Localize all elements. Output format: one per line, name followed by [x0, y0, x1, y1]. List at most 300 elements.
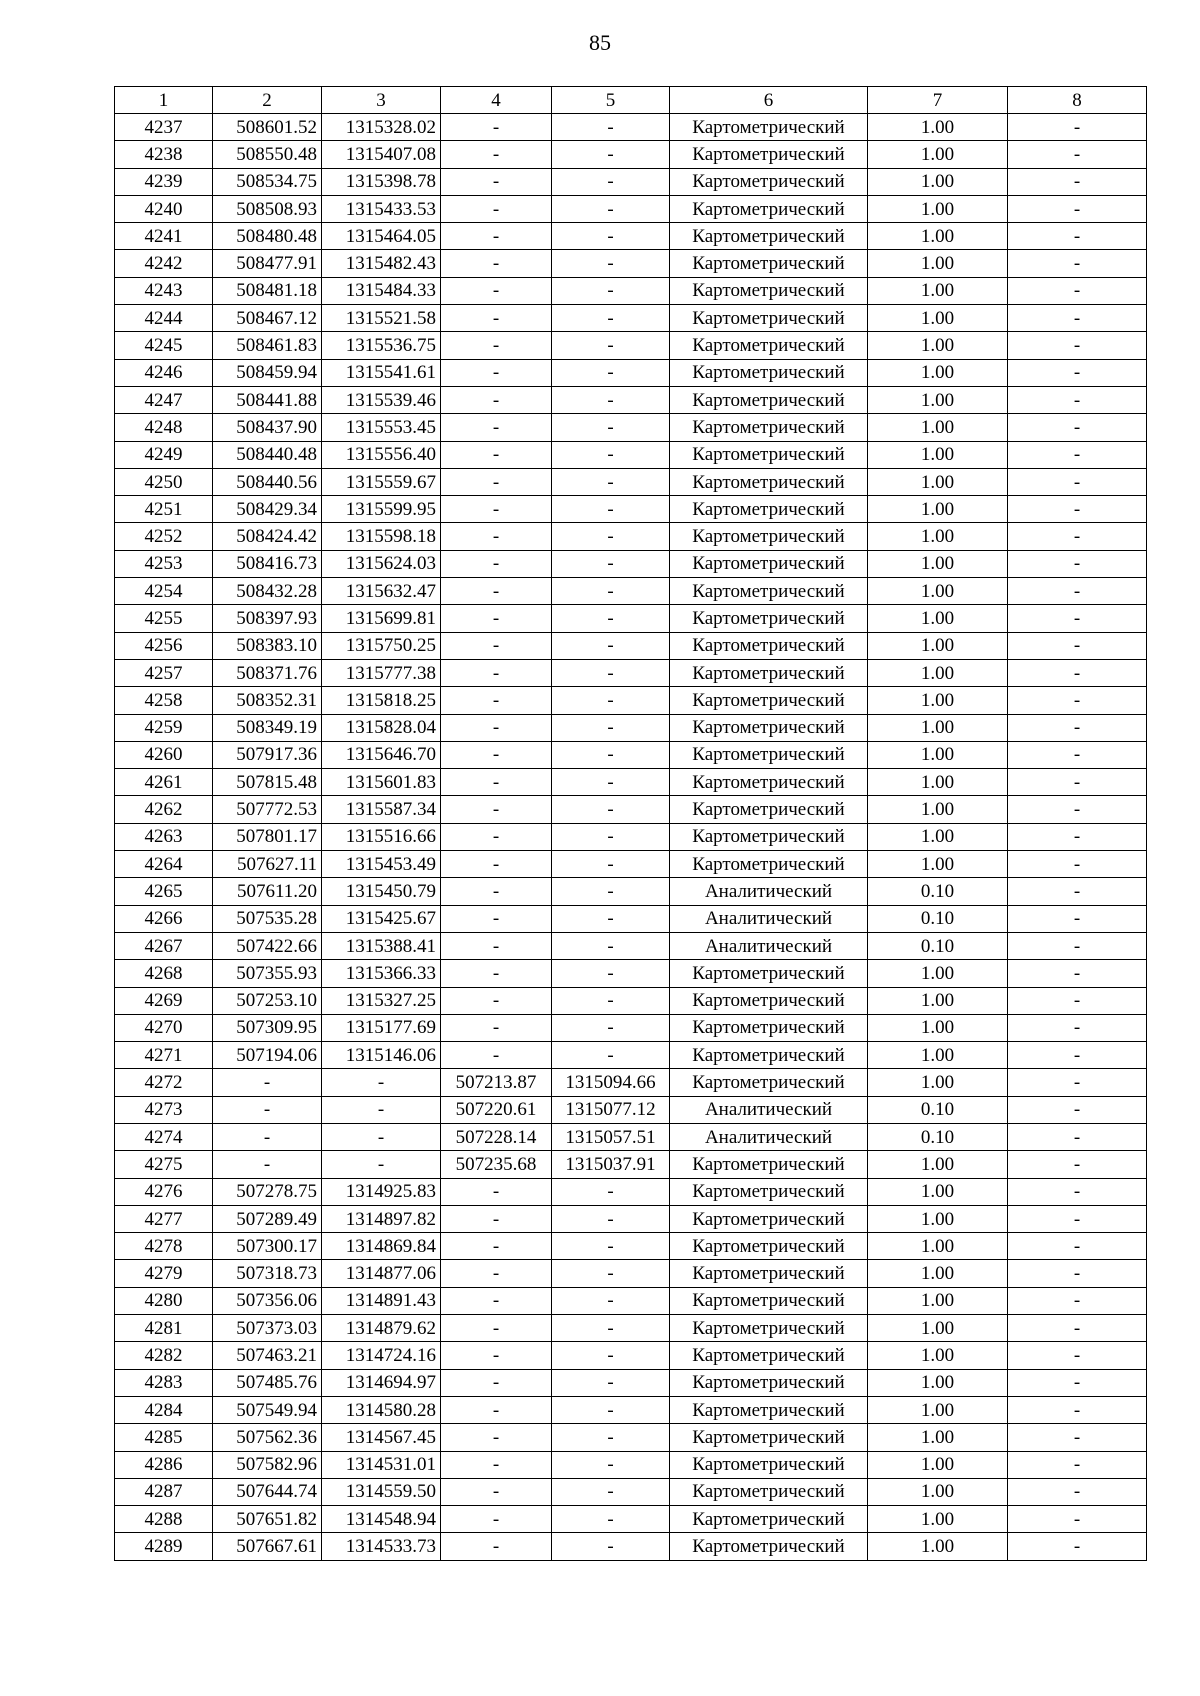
- cell-x-coordinate: 508437.90: [213, 414, 322, 441]
- cell-y-coordinate-new: -: [552, 250, 670, 277]
- cell-y-coordinate-new: -: [552, 741, 670, 768]
- cell-description: -: [1008, 823, 1147, 850]
- cell-x-coordinate-new: -: [441, 496, 552, 523]
- cell-accuracy: 1.00: [868, 1014, 1008, 1041]
- cell-y-coordinate: 1315556.40: [322, 441, 441, 468]
- cell-accuracy: 1.00: [868, 223, 1008, 250]
- cell-method: Картометрический: [670, 1315, 868, 1342]
- page-number: 85: [589, 30, 611, 55]
- cell-y-coordinate-new: -: [552, 878, 670, 905]
- cell-x-coordinate-new: -: [441, 851, 552, 878]
- cell-accuracy: 1.00: [868, 823, 1008, 850]
- cell-accuracy: 1.00: [868, 1069, 1008, 1096]
- cell-x-coordinate: -: [213, 1069, 322, 1096]
- cell-method: Картометрический: [670, 1233, 868, 1260]
- cell-x-coordinate: 508467.12: [213, 305, 322, 332]
- cell-x-coordinate: 507801.17: [213, 823, 322, 850]
- cell-y-coordinate-new: -: [552, 523, 670, 550]
- table-row: [115, 578, 1147, 605]
- cell-point-number: 4259: [115, 714, 213, 741]
- cell-description: -: [1008, 523, 1147, 550]
- cell-method: Аналитический: [670, 878, 868, 905]
- cell-y-coordinate-new: 1315037.91: [552, 1151, 670, 1178]
- table-row: [115, 1042, 1147, 1069]
- table-row: [115, 468, 1147, 495]
- cell-y-coordinate: -: [322, 1069, 441, 1096]
- cell-x-coordinate-new: -: [441, 1205, 552, 1232]
- cell-point-number: 4261: [115, 769, 213, 796]
- cell-method: Картометрический: [670, 1478, 868, 1505]
- cell-accuracy: 1.00: [868, 987, 1008, 1014]
- cell-y-coordinate-new: -: [552, 1260, 670, 1287]
- cell-y-coordinate-new: 1315094.66: [552, 1069, 670, 1096]
- cell-x-coordinate: -: [213, 1123, 322, 1150]
- cell-accuracy: 1.00: [868, 578, 1008, 605]
- cell-method: Картометрический: [670, 1151, 868, 1178]
- table-row: [115, 1069, 1147, 1096]
- cell-description: -: [1008, 851, 1147, 878]
- cell-y-coordinate-new: -: [552, 823, 670, 850]
- cell-y-coordinate-new: -: [552, 1342, 670, 1369]
- cell-x-coordinate-new: -: [441, 905, 552, 932]
- cell-x-coordinate-new: 507228.14: [441, 1123, 552, 1150]
- cell-point-number: 4255: [115, 605, 213, 632]
- coordinates-table: [114, 86, 1147, 1561]
- cell-description: -: [1008, 496, 1147, 523]
- cell-accuracy: 1.00: [868, 277, 1008, 304]
- cell-x-coordinate: 508397.93: [213, 605, 322, 632]
- cell-point-number: 4251: [115, 496, 213, 523]
- cell-x-coordinate: 508550.48: [213, 141, 322, 168]
- cell-method: Картометрический: [670, 1533, 868, 1560]
- cell-point-number: 4243: [115, 277, 213, 304]
- table-row: [115, 632, 1147, 659]
- cell-point-number: 4266: [115, 905, 213, 932]
- column-header-1: 1: [115, 87, 213, 114]
- cell-y-coordinate-new: -: [552, 905, 670, 932]
- cell-point-number: 4238: [115, 141, 213, 168]
- cell-x-coordinate: 507309.95: [213, 1014, 322, 1041]
- cell-y-coordinate: 1314567.45: [322, 1424, 441, 1451]
- cell-x-coordinate-new: -: [441, 1178, 552, 1205]
- cell-y-coordinate: 1315818.25: [322, 687, 441, 714]
- cell-accuracy: 1.00: [868, 960, 1008, 987]
- cell-accuracy: 1.00: [868, 1287, 1008, 1314]
- cell-y-coordinate: 1315484.33: [322, 277, 441, 304]
- cell-x-coordinate-new: -: [441, 1424, 552, 1451]
- cell-x-coordinate: 507644.74: [213, 1478, 322, 1505]
- cell-y-coordinate-new: -: [552, 1315, 670, 1342]
- cell-x-coordinate: 507535.28: [213, 905, 322, 932]
- cell-point-number: 4254: [115, 578, 213, 605]
- cell-y-coordinate-new: -: [552, 1042, 670, 1069]
- cell-x-coordinate: 508383.10: [213, 632, 322, 659]
- cell-accuracy: 1.00: [868, 769, 1008, 796]
- cell-method: Картометрический: [670, 605, 868, 632]
- table-row: [115, 1424, 1147, 1451]
- cell-y-coordinate: 1315482.43: [322, 250, 441, 277]
- cell-method: Картометрический: [670, 250, 868, 277]
- cell-accuracy: 1.00: [868, 714, 1008, 741]
- cell-x-coordinate: 508424.42: [213, 523, 322, 550]
- cell-x-coordinate: 508440.56: [213, 468, 322, 495]
- cell-point-number: 4279: [115, 1260, 213, 1287]
- cell-point-number: 4237: [115, 114, 213, 141]
- cell-method: Картометрический: [670, 223, 868, 250]
- cell-x-coordinate: 508601.52: [213, 114, 322, 141]
- cell-y-coordinate: 1315699.81: [322, 605, 441, 632]
- cell-y-coordinate: 1315516.66: [322, 823, 441, 850]
- cell-description: -: [1008, 1069, 1147, 1096]
- cell-y-coordinate: 1315327.25: [322, 987, 441, 1014]
- cell-description: -: [1008, 441, 1147, 468]
- cell-point-number: 4239: [115, 168, 213, 195]
- cell-y-coordinate: 1315536.75: [322, 332, 441, 359]
- cell-accuracy: 1.00: [868, 195, 1008, 222]
- cell-point-number: 4276: [115, 1178, 213, 1205]
- cell-description: -: [1008, 277, 1147, 304]
- cell-method: Картометрический: [670, 1042, 868, 1069]
- cell-accuracy: 1.00: [868, 496, 1008, 523]
- cell-method: Картометрический: [670, 1178, 868, 1205]
- cell-point-number: 4241: [115, 223, 213, 250]
- cell-method: Картометрический: [670, 796, 868, 823]
- cell-x-coordinate: 507289.49: [213, 1205, 322, 1232]
- cell-method: Картометрический: [670, 468, 868, 495]
- table-row: [115, 305, 1147, 332]
- cell-x-coordinate-new: -: [441, 468, 552, 495]
- cell-y-coordinate-new: -: [552, 1287, 670, 1314]
- cell-method: Картометрический: [670, 496, 868, 523]
- cell-x-coordinate-new: -: [441, 359, 552, 386]
- cell-y-coordinate: 1314580.28: [322, 1396, 441, 1423]
- cell-method: Картометрический: [670, 851, 868, 878]
- cell-x-coordinate-new: -: [441, 305, 552, 332]
- cell-x-coordinate-new: -: [441, 523, 552, 550]
- cell-point-number: 4278: [115, 1233, 213, 1260]
- cell-y-coordinate: 1314559.50: [322, 1478, 441, 1505]
- cell-accuracy: 1.00: [868, 1451, 1008, 1478]
- table-row: [115, 550, 1147, 577]
- cell-x-coordinate: 508508.93: [213, 195, 322, 222]
- cell-description: -: [1008, 1451, 1147, 1478]
- table-row: [115, 195, 1147, 222]
- table-row: [115, 1506, 1147, 1533]
- cell-x-coordinate-new: -: [441, 932, 552, 959]
- cell-accuracy: 1.00: [868, 1315, 1008, 1342]
- cell-y-coordinate: 1315553.45: [322, 414, 441, 441]
- cell-point-number: 4265: [115, 878, 213, 905]
- cell-x-coordinate: 507463.21: [213, 1342, 322, 1369]
- cell-x-coordinate-new: -: [441, 114, 552, 141]
- cell-method: Картометрический: [670, 1014, 868, 1041]
- cell-y-coordinate: 1315450.79: [322, 878, 441, 905]
- cell-y-coordinate-new: -: [552, 1205, 670, 1232]
- cell-point-number: 4260: [115, 741, 213, 768]
- cell-x-coordinate-new: -: [441, 223, 552, 250]
- table-row: [115, 796, 1147, 823]
- cell-accuracy: 1.00: [868, 386, 1008, 413]
- cell-point-number: 4273: [115, 1096, 213, 1123]
- table-row: [115, 359, 1147, 386]
- cell-x-coordinate: 508429.34: [213, 496, 322, 523]
- cell-description: -: [1008, 878, 1147, 905]
- cell-y-coordinate-new: -: [552, 987, 670, 1014]
- cell-description: -: [1008, 905, 1147, 932]
- cell-description: -: [1008, 414, 1147, 441]
- cell-x-coordinate-new: -: [441, 414, 552, 441]
- cell-description: -: [1008, 578, 1147, 605]
- cell-y-coordinate-new: -: [552, 141, 670, 168]
- cell-y-coordinate-new: -: [552, 1178, 670, 1205]
- cell-point-number: 4253: [115, 550, 213, 577]
- cell-description: -: [1008, 550, 1147, 577]
- cell-accuracy: 1.00: [868, 1042, 1008, 1069]
- cell-accuracy: 1.00: [868, 1178, 1008, 1205]
- cell-x-coordinate: -: [213, 1096, 322, 1123]
- cell-x-coordinate-new: -: [441, 1342, 552, 1369]
- table-row: [115, 223, 1147, 250]
- cell-y-coordinate-new: -: [552, 223, 670, 250]
- cell-y-coordinate: 1314694.97: [322, 1369, 441, 1396]
- cell-x-coordinate-new: -: [441, 1506, 552, 1533]
- cell-y-coordinate: 1315146.06: [322, 1042, 441, 1069]
- cell-accuracy: 0.10: [868, 932, 1008, 959]
- table-row: [115, 605, 1147, 632]
- cell-x-coordinate-new: -: [441, 632, 552, 659]
- cell-description: -: [1008, 305, 1147, 332]
- cell-y-coordinate: 1315599.95: [322, 496, 441, 523]
- cell-y-coordinate-new: 1315057.51: [552, 1123, 670, 1150]
- cell-description: -: [1008, 114, 1147, 141]
- cell-point-number: 4240: [115, 195, 213, 222]
- table-row: [115, 1396, 1147, 1423]
- cell-x-coordinate-new: -: [441, 550, 552, 577]
- cell-x-coordinate-new: -: [441, 741, 552, 768]
- cell-x-coordinate-new: -: [441, 687, 552, 714]
- column-header-6: 6: [670, 87, 868, 114]
- table-row: [115, 168, 1147, 195]
- cell-accuracy: 1.00: [868, 659, 1008, 686]
- cell-point-number: 4274: [115, 1123, 213, 1150]
- cell-method: Картометрический: [670, 1451, 868, 1478]
- cell-point-number: 4287: [115, 1478, 213, 1505]
- cell-y-coordinate: 1315398.78: [322, 168, 441, 195]
- cell-description: -: [1008, 332, 1147, 359]
- column-header-3: 3: [322, 87, 441, 114]
- cell-point-number: 4263: [115, 823, 213, 850]
- cell-accuracy: 1.00: [868, 114, 1008, 141]
- table-row: [115, 741, 1147, 768]
- cell-point-number: 4280: [115, 1287, 213, 1314]
- cell-accuracy: 1.00: [868, 687, 1008, 714]
- cell-accuracy: 1.00: [868, 250, 1008, 277]
- cell-accuracy: 1.00: [868, 1151, 1008, 1178]
- cell-point-number: 4248: [115, 414, 213, 441]
- cell-point-number: 4288: [115, 1506, 213, 1533]
- cell-accuracy: 1.00: [868, 1260, 1008, 1287]
- cell-x-coordinate-new: -: [441, 441, 552, 468]
- cell-method: Картометрический: [670, 305, 868, 332]
- cell-description: -: [1008, 1369, 1147, 1396]
- table-row: [115, 932, 1147, 959]
- cell-y-coordinate: 1315598.18: [322, 523, 441, 550]
- cell-accuracy: 1.00: [868, 414, 1008, 441]
- cell-accuracy: 1.00: [868, 1342, 1008, 1369]
- cell-x-coordinate: 507549.94: [213, 1396, 322, 1423]
- cell-y-coordinate: 1314869.84: [322, 1233, 441, 1260]
- cell-y-coordinate: 1315539.46: [322, 386, 441, 413]
- cell-y-coordinate: 1315453.49: [322, 851, 441, 878]
- cell-accuracy: 1.00: [868, 632, 1008, 659]
- table-row: [115, 987, 1147, 1014]
- cell-accuracy: 0.10: [868, 878, 1008, 905]
- cell-point-number: 4258: [115, 687, 213, 714]
- cell-y-coordinate: -: [322, 1123, 441, 1150]
- cell-x-coordinate: 508477.91: [213, 250, 322, 277]
- cell-y-coordinate: 1315425.67: [322, 905, 441, 932]
- cell-accuracy: 1.00: [868, 332, 1008, 359]
- cell-point-number: 4247: [115, 386, 213, 413]
- cell-x-coordinate-new: -: [441, 659, 552, 686]
- cell-point-number: 4252: [115, 523, 213, 550]
- cell-description: -: [1008, 1424, 1147, 1451]
- cell-y-coordinate-new: -: [552, 932, 670, 959]
- cell-method: Картометрический: [670, 523, 868, 550]
- cell-accuracy: 1.00: [868, 1205, 1008, 1232]
- cell-method: Аналитический: [670, 932, 868, 959]
- cell-method: Картометрический: [670, 632, 868, 659]
- cell-method: Картометрический: [670, 359, 868, 386]
- cell-point-number: 4268: [115, 960, 213, 987]
- cell-y-coordinate-new: -: [552, 114, 670, 141]
- cell-accuracy: 1.00: [868, 796, 1008, 823]
- cell-y-coordinate: 1315777.38: [322, 659, 441, 686]
- cell-y-coordinate: 1315541.61: [322, 359, 441, 386]
- cell-x-coordinate: 507611.20: [213, 878, 322, 905]
- cell-point-number: 4286: [115, 1451, 213, 1478]
- cell-x-coordinate: -: [213, 1151, 322, 1178]
- cell-y-coordinate-new: -: [552, 168, 670, 195]
- table-row: [115, 1260, 1147, 1287]
- cell-y-coordinate: 1314877.06: [322, 1260, 441, 1287]
- cell-y-coordinate: 1314548.94: [322, 1506, 441, 1533]
- cell-y-coordinate-new: -: [552, 1014, 670, 1041]
- cell-accuracy: 1.00: [868, 1533, 1008, 1560]
- cell-method: Картометрический: [670, 960, 868, 987]
- cell-y-coordinate-new: -: [552, 1506, 670, 1533]
- cell-x-coordinate-new: 507213.87: [441, 1069, 552, 1096]
- cell-method: Картометрический: [670, 414, 868, 441]
- cell-y-coordinate: 1315601.83: [322, 769, 441, 796]
- table-row: [115, 250, 1147, 277]
- cell-y-coordinate: 1315433.53: [322, 195, 441, 222]
- cell-y-coordinate-new: -: [552, 550, 670, 577]
- table-row: [115, 1287, 1147, 1314]
- cell-point-number: 4246: [115, 359, 213, 386]
- cell-description: -: [1008, 1315, 1147, 1342]
- cell-description: -: [1008, 1260, 1147, 1287]
- cell-description: -: [1008, 741, 1147, 768]
- table-row: [115, 769, 1147, 796]
- table-body: [115, 114, 1147, 1561]
- cell-y-coordinate: 1314925.83: [322, 1178, 441, 1205]
- cell-y-coordinate-new: -: [552, 359, 670, 386]
- cell-description: -: [1008, 714, 1147, 741]
- cell-accuracy: 1.00: [868, 550, 1008, 577]
- cell-y-coordinate-new: -: [552, 332, 670, 359]
- cell-point-number: 4250: [115, 468, 213, 495]
- cell-y-coordinate-new: -: [552, 1396, 670, 1423]
- cell-accuracy: 1.00: [868, 168, 1008, 195]
- cell-y-coordinate: 1315464.05: [322, 223, 441, 250]
- column-header-4: 4: [441, 87, 552, 114]
- cell-accuracy: 1.00: [868, 1424, 1008, 1451]
- cell-y-coordinate: 1315559.67: [322, 468, 441, 495]
- cell-x-coordinate-new: -: [441, 1533, 552, 1560]
- cell-x-coordinate-new: -: [441, 1042, 552, 1069]
- cell-description: -: [1008, 386, 1147, 413]
- cell-y-coordinate-new: -: [552, 1233, 670, 1260]
- cell-description: -: [1008, 1014, 1147, 1041]
- cell-accuracy: 0.10: [868, 1096, 1008, 1123]
- cell-description: -: [1008, 1042, 1147, 1069]
- cell-description: -: [1008, 1205, 1147, 1232]
- table-row: [115, 1451, 1147, 1478]
- table-row: [115, 1205, 1147, 1232]
- cell-y-coordinate: -: [322, 1151, 441, 1178]
- cell-y-coordinate-new: -: [552, 659, 670, 686]
- cell-x-coordinate: 507651.82: [213, 1506, 322, 1533]
- cell-description: -: [1008, 632, 1147, 659]
- column-header-7: 7: [868, 87, 1008, 114]
- cell-y-coordinate-new: -: [552, 386, 670, 413]
- cell-accuracy: 1.00: [868, 1369, 1008, 1396]
- cell-accuracy: 1.00: [868, 523, 1008, 550]
- column-header-2: 2: [213, 87, 322, 114]
- cell-y-coordinate: 1315624.03: [322, 550, 441, 577]
- cell-point-number: 4281: [115, 1315, 213, 1342]
- cell-y-coordinate-new: 1315077.12: [552, 1096, 670, 1123]
- table-row: [115, 1178, 1147, 1205]
- cell-method: Картометрический: [670, 741, 868, 768]
- table-row: [115, 687, 1147, 714]
- cell-accuracy: 1.00: [868, 1478, 1008, 1505]
- cell-x-coordinate: 508352.31: [213, 687, 322, 714]
- column-header-8: 8: [1008, 87, 1147, 114]
- cell-description: -: [1008, 1096, 1147, 1123]
- cell-y-coordinate: 1314724.16: [322, 1342, 441, 1369]
- table-row: [115, 851, 1147, 878]
- cell-point-number: 4282: [115, 1342, 213, 1369]
- cell-x-coordinate: 508349.19: [213, 714, 322, 741]
- cell-y-coordinate: 1315366.33: [322, 960, 441, 987]
- cell-description: -: [1008, 796, 1147, 823]
- cell-y-coordinate-new: -: [552, 1369, 670, 1396]
- cell-y-coordinate-new: -: [552, 441, 670, 468]
- cell-y-coordinate-new: -: [552, 960, 670, 987]
- cell-x-coordinate: 507582.96: [213, 1451, 322, 1478]
- cell-point-number: 4275: [115, 1151, 213, 1178]
- cell-method: Картометрический: [670, 441, 868, 468]
- cell-x-coordinate-new: -: [441, 605, 552, 632]
- cell-y-coordinate-new: -: [552, 578, 670, 605]
- cell-description: -: [1008, 359, 1147, 386]
- cell-x-coordinate: 508459.94: [213, 359, 322, 386]
- cell-description: -: [1008, 168, 1147, 195]
- cell-x-coordinate: 507278.75: [213, 1178, 322, 1205]
- cell-y-coordinate-new: -: [552, 414, 670, 441]
